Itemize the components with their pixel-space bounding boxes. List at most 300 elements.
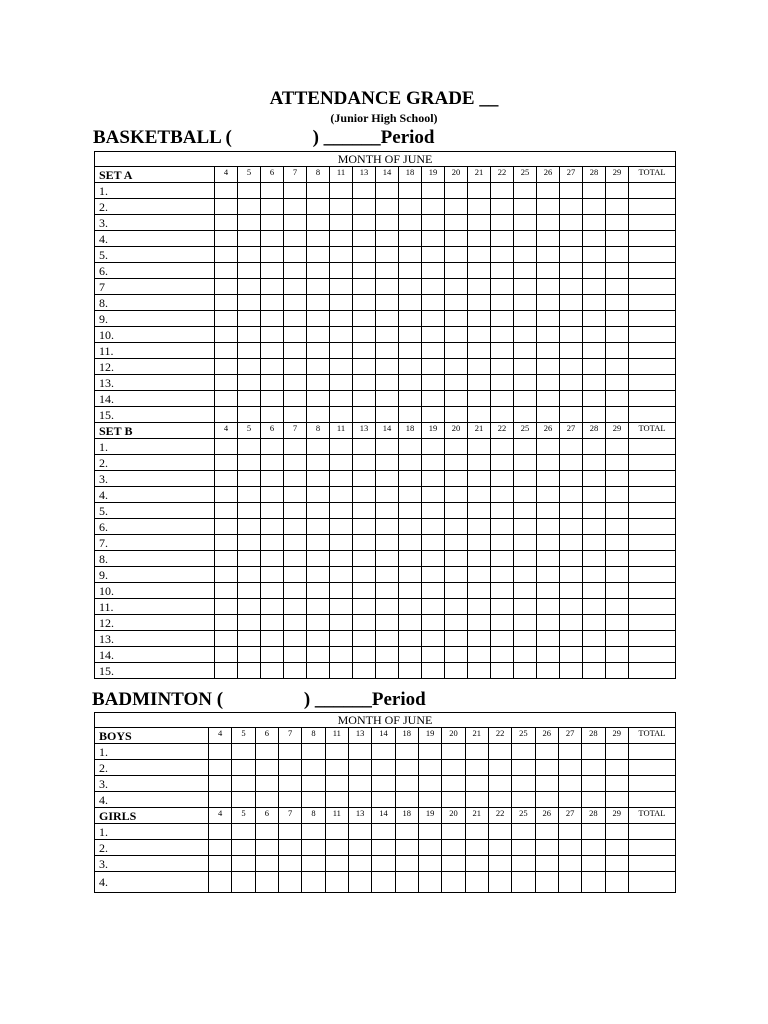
attendance-cell[interactable] bbox=[491, 615, 514, 631]
attendance-cell[interactable] bbox=[325, 840, 348, 856]
attendance-cell[interactable] bbox=[330, 263, 353, 279]
attendance-cell[interactable] bbox=[583, 551, 606, 567]
attendance-cell[interactable] bbox=[445, 311, 468, 327]
attendance-cell[interactable] bbox=[395, 856, 418, 872]
attendance-cell[interactable] bbox=[307, 599, 330, 615]
attendance-cell[interactable] bbox=[606, 295, 629, 311]
attendance-cell[interactable] bbox=[583, 311, 606, 327]
attendance-cell[interactable] bbox=[238, 567, 261, 583]
attendance-cell[interactable] bbox=[353, 343, 376, 359]
attendance-cell[interactable] bbox=[215, 263, 238, 279]
attendance-cell[interactable] bbox=[284, 647, 307, 663]
attendance-cell[interactable] bbox=[302, 872, 325, 893]
attendance-cell[interactable] bbox=[238, 263, 261, 279]
attendance-cell[interactable] bbox=[558, 872, 581, 893]
attendance-cell[interactable] bbox=[465, 760, 488, 776]
attendance-cell[interactable] bbox=[491, 471, 514, 487]
attendance-cell[interactable] bbox=[261, 295, 284, 311]
attendance-cell[interactable] bbox=[605, 776, 628, 792]
attendance-cell[interactable] bbox=[583, 439, 606, 455]
attendance-cell[interactable] bbox=[445, 599, 468, 615]
attendance-cell[interactable] bbox=[445, 295, 468, 311]
attendance-cell[interactable] bbox=[491, 263, 514, 279]
attendance-cell[interactable] bbox=[284, 583, 307, 599]
attendance-cell[interactable] bbox=[582, 744, 605, 760]
attendance-cell[interactable] bbox=[560, 599, 583, 615]
attendance-cell[interactable] bbox=[330, 439, 353, 455]
attendance-cell[interactable] bbox=[376, 487, 399, 503]
attendance-cell[interactable] bbox=[376, 535, 399, 551]
attendance-cell[interactable] bbox=[488, 872, 511, 893]
attendance-cell[interactable] bbox=[535, 856, 558, 872]
attendance-cell[interactable] bbox=[445, 199, 468, 215]
attendance-cell[interactable] bbox=[215, 279, 238, 295]
attendance-cell[interactable] bbox=[537, 583, 560, 599]
attendance-cell[interactable] bbox=[278, 792, 301, 808]
attendance-cell[interactable] bbox=[488, 840, 511, 856]
attendance-cell[interactable] bbox=[605, 856, 628, 872]
attendance-cell[interactable] bbox=[445, 263, 468, 279]
attendance-cell[interactable] bbox=[583, 407, 606, 423]
attendance-cell[interactable] bbox=[537, 535, 560, 551]
attendance-cell[interactable] bbox=[215, 471, 238, 487]
attendance-cell[interactable] bbox=[238, 247, 261, 263]
attendance-cell[interactable] bbox=[445, 567, 468, 583]
attendance-cell[interactable] bbox=[445, 343, 468, 359]
attendance-cell[interactable] bbox=[278, 840, 301, 856]
attendance-cell[interactable] bbox=[560, 407, 583, 423]
attendance-cell[interactable] bbox=[238, 359, 261, 375]
attendance-cell[interactable] bbox=[606, 327, 629, 343]
attendance-cell[interactable] bbox=[583, 615, 606, 631]
attendance-cell[interactable] bbox=[307, 231, 330, 247]
attendance-cell[interactable] bbox=[372, 760, 395, 776]
attendance-cell[interactable] bbox=[442, 872, 465, 893]
attendance-cell[interactable] bbox=[348, 856, 371, 872]
attendance-cell[interactable] bbox=[261, 231, 284, 247]
attendance-cell[interactable] bbox=[514, 375, 537, 391]
attendance-cell[interactable] bbox=[583, 375, 606, 391]
attendance-cell[interactable] bbox=[238, 391, 261, 407]
attendance-cell[interactable] bbox=[278, 824, 301, 840]
attendance-cell[interactable] bbox=[399, 631, 422, 647]
attendance-cell[interactable] bbox=[537, 455, 560, 471]
attendance-cell[interactable] bbox=[422, 551, 445, 567]
attendance-cell[interactable] bbox=[215, 503, 238, 519]
attendance-cell[interactable] bbox=[395, 792, 418, 808]
attendance-cell[interactable] bbox=[468, 599, 491, 615]
attendance-cell[interactable] bbox=[215, 199, 238, 215]
attendance-cell[interactable] bbox=[261, 663, 284, 679]
attendance-cell[interactable] bbox=[468, 647, 491, 663]
attendance-cell[interactable] bbox=[215, 183, 238, 199]
attendance-cell[interactable] bbox=[209, 776, 232, 792]
attendance-cell[interactable] bbox=[330, 247, 353, 263]
attendance-cell[interactable] bbox=[238, 535, 261, 551]
attendance-cell[interactable] bbox=[353, 439, 376, 455]
attendance-cell[interactable] bbox=[491, 535, 514, 551]
attendance-cell[interactable] bbox=[353, 647, 376, 663]
total-cell[interactable] bbox=[629, 503, 676, 519]
attendance-cell[interactable] bbox=[215, 439, 238, 455]
attendance-cell[interactable] bbox=[422, 647, 445, 663]
attendance-cell[interactable] bbox=[582, 776, 605, 792]
attendance-cell[interactable] bbox=[353, 535, 376, 551]
total-cell[interactable] bbox=[629, 247, 676, 263]
attendance-cell[interactable] bbox=[261, 391, 284, 407]
total-cell[interactable] bbox=[629, 599, 676, 615]
attendance-cell[interactable] bbox=[537, 183, 560, 199]
attendance-cell[interactable] bbox=[422, 407, 445, 423]
attendance-cell[interactable] bbox=[307, 535, 330, 551]
attendance-cell[interactable] bbox=[284, 295, 307, 311]
attendance-cell[interactable] bbox=[491, 647, 514, 663]
attendance-cell[interactable] bbox=[606, 215, 629, 231]
attendance-cell[interactable] bbox=[468, 455, 491, 471]
attendance-cell[interactable] bbox=[215, 407, 238, 423]
attendance-cell[interactable] bbox=[261, 551, 284, 567]
attendance-cell[interactable] bbox=[537, 599, 560, 615]
attendance-cell[interactable] bbox=[537, 199, 560, 215]
total-cell[interactable] bbox=[629, 263, 676, 279]
attendance-cell[interactable] bbox=[514, 231, 537, 247]
attendance-cell[interactable] bbox=[537, 375, 560, 391]
attendance-cell[interactable] bbox=[445, 407, 468, 423]
attendance-cell[interactable] bbox=[330, 295, 353, 311]
attendance-cell[interactable] bbox=[284, 503, 307, 519]
attendance-cell[interactable] bbox=[558, 792, 581, 808]
attendance-cell[interactable] bbox=[376, 599, 399, 615]
attendance-cell[interactable] bbox=[376, 503, 399, 519]
attendance-cell[interactable] bbox=[232, 872, 255, 893]
attendance-cell[interactable] bbox=[399, 327, 422, 343]
attendance-cell[interactable] bbox=[330, 599, 353, 615]
attendance-cell[interactable] bbox=[302, 776, 325, 792]
attendance-cell[interactable] bbox=[399, 407, 422, 423]
attendance-cell[interactable] bbox=[418, 824, 441, 840]
attendance-cell[interactable] bbox=[330, 535, 353, 551]
total-cell[interactable] bbox=[629, 407, 676, 423]
attendance-cell[interactable] bbox=[255, 856, 278, 872]
attendance-cell[interactable] bbox=[422, 215, 445, 231]
attendance-cell[interactable] bbox=[238, 439, 261, 455]
total-cell[interactable] bbox=[629, 183, 676, 199]
attendance-cell[interactable] bbox=[238, 615, 261, 631]
attendance-cell[interactable] bbox=[302, 856, 325, 872]
attendance-cell[interactable] bbox=[353, 391, 376, 407]
attendance-cell[interactable] bbox=[445, 359, 468, 375]
attendance-cell[interactable] bbox=[215, 391, 238, 407]
attendance-cell[interactable] bbox=[445, 471, 468, 487]
attendance-cell[interactable] bbox=[422, 631, 445, 647]
attendance-cell[interactable] bbox=[514, 631, 537, 647]
attendance-cell[interactable] bbox=[232, 776, 255, 792]
attendance-cell[interactable] bbox=[330, 519, 353, 535]
attendance-cell[interactable] bbox=[560, 647, 583, 663]
attendance-cell[interactable] bbox=[376, 375, 399, 391]
attendance-cell[interactable] bbox=[468, 183, 491, 199]
attendance-cell[interactable] bbox=[261, 535, 284, 551]
attendance-cell[interactable] bbox=[376, 263, 399, 279]
attendance-cell[interactable] bbox=[560, 439, 583, 455]
attendance-cell[interactable] bbox=[215, 615, 238, 631]
attendance-cell[interactable] bbox=[583, 231, 606, 247]
attendance-cell[interactable] bbox=[560, 215, 583, 231]
total-cell[interactable] bbox=[628, 776, 675, 792]
attendance-cell[interactable] bbox=[238, 551, 261, 567]
attendance-cell[interactable] bbox=[583, 455, 606, 471]
attendance-cell[interactable] bbox=[353, 311, 376, 327]
attendance-cell[interactable] bbox=[468, 311, 491, 327]
attendance-cell[interactable] bbox=[399, 487, 422, 503]
attendance-cell[interactable] bbox=[468, 295, 491, 311]
attendance-cell[interactable] bbox=[468, 375, 491, 391]
attendance-cell[interactable] bbox=[353, 567, 376, 583]
attendance-cell[interactable] bbox=[512, 856, 535, 872]
attendance-cell[interactable] bbox=[491, 311, 514, 327]
attendance-cell[interactable] bbox=[215, 343, 238, 359]
attendance-cell[interactable] bbox=[330, 391, 353, 407]
attendance-cell[interactable] bbox=[606, 359, 629, 375]
total-cell[interactable] bbox=[629, 519, 676, 535]
attendance-cell[interactable] bbox=[238, 295, 261, 311]
attendance-cell[interactable] bbox=[261, 407, 284, 423]
attendance-cell[interactable] bbox=[442, 824, 465, 840]
attendance-cell[interactable] bbox=[606, 455, 629, 471]
attendance-cell[interactable] bbox=[422, 359, 445, 375]
attendance-cell[interactable] bbox=[348, 776, 371, 792]
attendance-cell[interactable] bbox=[491, 439, 514, 455]
attendance-cell[interactable] bbox=[468, 583, 491, 599]
attendance-cell[interactable] bbox=[232, 792, 255, 808]
attendance-cell[interactable] bbox=[583, 263, 606, 279]
attendance-cell[interactable] bbox=[560, 471, 583, 487]
attendance-cell[interactable] bbox=[465, 840, 488, 856]
attendance-cell[interactable] bbox=[422, 471, 445, 487]
attendance-cell[interactable] bbox=[325, 824, 348, 840]
attendance-cell[interactable] bbox=[418, 744, 441, 760]
attendance-cell[interactable] bbox=[606, 375, 629, 391]
attendance-cell[interactable] bbox=[422, 327, 445, 343]
attendance-cell[interactable] bbox=[445, 375, 468, 391]
attendance-cell[interactable] bbox=[491, 279, 514, 295]
attendance-cell[interactable] bbox=[325, 792, 348, 808]
attendance-cell[interactable] bbox=[560, 503, 583, 519]
attendance-cell[interactable] bbox=[372, 744, 395, 760]
attendance-cell[interactable] bbox=[465, 744, 488, 760]
attendance-cell[interactable] bbox=[353, 375, 376, 391]
attendance-cell[interactable] bbox=[284, 215, 307, 231]
attendance-cell[interactable] bbox=[255, 744, 278, 760]
attendance-cell[interactable] bbox=[302, 840, 325, 856]
attendance-cell[interactable] bbox=[261, 519, 284, 535]
attendance-cell[interactable] bbox=[606, 647, 629, 663]
attendance-cell[interactable] bbox=[445, 439, 468, 455]
attendance-cell[interactable] bbox=[445, 487, 468, 503]
attendance-cell[interactable] bbox=[560, 231, 583, 247]
attendance-cell[interactable] bbox=[560, 535, 583, 551]
attendance-cell[interactable] bbox=[606, 199, 629, 215]
total-cell[interactable] bbox=[629, 455, 676, 471]
attendance-cell[interactable] bbox=[399, 343, 422, 359]
attendance-cell[interactable] bbox=[491, 375, 514, 391]
attendance-cell[interactable] bbox=[232, 760, 255, 776]
attendance-cell[interactable] bbox=[583, 295, 606, 311]
attendance-cell[interactable] bbox=[560, 663, 583, 679]
attendance-cell[interactable] bbox=[399, 231, 422, 247]
attendance-cell[interactable] bbox=[376, 455, 399, 471]
attendance-cell[interactable] bbox=[376, 215, 399, 231]
attendance-cell[interactable] bbox=[422, 439, 445, 455]
attendance-cell[interactable] bbox=[399, 455, 422, 471]
total-cell[interactable] bbox=[629, 279, 676, 295]
attendance-cell[interactable] bbox=[465, 856, 488, 872]
attendance-cell[interactable] bbox=[284, 551, 307, 567]
attendance-cell[interactable] bbox=[348, 824, 371, 840]
attendance-cell[interactable] bbox=[560, 391, 583, 407]
attendance-cell[interactable] bbox=[537, 439, 560, 455]
attendance-cell[interactable] bbox=[560, 551, 583, 567]
attendance-cell[interactable] bbox=[418, 776, 441, 792]
attendance-cell[interactable] bbox=[330, 279, 353, 295]
attendance-cell[interactable] bbox=[238, 199, 261, 215]
attendance-cell[interactable] bbox=[491, 391, 514, 407]
attendance-cell[interactable] bbox=[399, 599, 422, 615]
attendance-cell[interactable] bbox=[255, 840, 278, 856]
attendance-cell[interactable] bbox=[491, 327, 514, 343]
attendance-cell[interactable] bbox=[376, 631, 399, 647]
attendance-cell[interactable] bbox=[209, 760, 232, 776]
attendance-cell[interactable] bbox=[422, 391, 445, 407]
attendance-cell[interactable] bbox=[445, 327, 468, 343]
attendance-cell[interactable] bbox=[422, 535, 445, 551]
attendance-cell[interactable] bbox=[583, 279, 606, 295]
attendance-cell[interactable] bbox=[353, 631, 376, 647]
attendance-cell[interactable] bbox=[422, 599, 445, 615]
attendance-cell[interactable] bbox=[583, 503, 606, 519]
attendance-cell[interactable] bbox=[376, 279, 399, 295]
attendance-cell[interactable] bbox=[583, 647, 606, 663]
attendance-cell[interactable] bbox=[514, 263, 537, 279]
attendance-cell[interactable] bbox=[261, 487, 284, 503]
attendance-cell[interactable] bbox=[353, 455, 376, 471]
attendance-cell[interactable] bbox=[330, 343, 353, 359]
attendance-cell[interactable] bbox=[514, 279, 537, 295]
attendance-cell[interactable] bbox=[255, 824, 278, 840]
attendance-cell[interactable] bbox=[307, 407, 330, 423]
attendance-cell[interactable] bbox=[209, 872, 232, 893]
attendance-cell[interactable] bbox=[606, 407, 629, 423]
attendance-cell[interactable] bbox=[284, 407, 307, 423]
attendance-cell[interactable] bbox=[535, 840, 558, 856]
attendance-cell[interactable] bbox=[284, 375, 307, 391]
attendance-cell[interactable] bbox=[307, 183, 330, 199]
attendance-cell[interactable] bbox=[376, 247, 399, 263]
attendance-cell[interactable] bbox=[372, 776, 395, 792]
attendance-cell[interactable] bbox=[399, 215, 422, 231]
attendance-cell[interactable] bbox=[302, 824, 325, 840]
attendance-cell[interactable] bbox=[261, 247, 284, 263]
attendance-cell[interactable] bbox=[238, 663, 261, 679]
attendance-cell[interactable] bbox=[583, 247, 606, 263]
attendance-cell[interactable] bbox=[330, 375, 353, 391]
attendance-cell[interactable] bbox=[284, 327, 307, 343]
attendance-cell[interactable] bbox=[330, 327, 353, 343]
attendance-cell[interactable] bbox=[422, 183, 445, 199]
attendance-cell[interactable] bbox=[261, 455, 284, 471]
attendance-cell[interactable] bbox=[422, 295, 445, 311]
attendance-cell[interactable] bbox=[284, 519, 307, 535]
attendance-cell[interactable] bbox=[261, 215, 284, 231]
attendance-cell[interactable] bbox=[284, 199, 307, 215]
attendance-cell[interactable] bbox=[488, 856, 511, 872]
attendance-cell[interactable] bbox=[514, 407, 537, 423]
attendance-cell[interactable] bbox=[606, 247, 629, 263]
attendance-cell[interactable] bbox=[325, 872, 348, 893]
attendance-cell[interactable] bbox=[445, 247, 468, 263]
attendance-cell[interactable] bbox=[261, 343, 284, 359]
attendance-cell[interactable] bbox=[537, 503, 560, 519]
attendance-cell[interactable] bbox=[307, 583, 330, 599]
attendance-cell[interactable] bbox=[307, 311, 330, 327]
attendance-cell[interactable] bbox=[238, 375, 261, 391]
attendance-cell[interactable] bbox=[302, 792, 325, 808]
attendance-cell[interactable] bbox=[307, 439, 330, 455]
attendance-cell[interactable] bbox=[284, 631, 307, 647]
attendance-cell[interactable] bbox=[353, 279, 376, 295]
attendance-cell[interactable] bbox=[583, 391, 606, 407]
attendance-cell[interactable] bbox=[376, 199, 399, 215]
attendance-cell[interactable] bbox=[325, 856, 348, 872]
attendance-cell[interactable] bbox=[537, 631, 560, 647]
attendance-cell[interactable] bbox=[606, 583, 629, 599]
attendance-cell[interactable] bbox=[418, 792, 441, 808]
attendance-cell[interactable] bbox=[560, 583, 583, 599]
attendance-cell[interactable] bbox=[399, 263, 422, 279]
attendance-cell[interactable] bbox=[353, 503, 376, 519]
attendance-cell[interactable] bbox=[261, 263, 284, 279]
attendance-cell[interactable] bbox=[399, 535, 422, 551]
attendance-cell[interactable] bbox=[560, 519, 583, 535]
attendance-cell[interactable] bbox=[537, 487, 560, 503]
attendance-cell[interactable] bbox=[261, 439, 284, 455]
attendance-cell[interactable] bbox=[399, 663, 422, 679]
attendance-cell[interactable] bbox=[535, 872, 558, 893]
total-cell[interactable] bbox=[628, 872, 675, 893]
attendance-cell[interactable] bbox=[465, 872, 488, 893]
attendance-cell[interactable] bbox=[535, 760, 558, 776]
attendance-cell[interactable] bbox=[422, 231, 445, 247]
attendance-cell[interactable] bbox=[468, 215, 491, 231]
attendance-cell[interactable] bbox=[325, 760, 348, 776]
attendance-cell[interactable] bbox=[307, 343, 330, 359]
attendance-cell[interactable] bbox=[537, 215, 560, 231]
total-cell[interactable] bbox=[629, 343, 676, 359]
attendance-cell[interactable] bbox=[514, 343, 537, 359]
attendance-cell[interactable] bbox=[558, 776, 581, 792]
attendance-cell[interactable] bbox=[307, 487, 330, 503]
attendance-cell[interactable] bbox=[583, 567, 606, 583]
attendance-cell[interactable] bbox=[606, 663, 629, 679]
total-cell[interactable] bbox=[629, 647, 676, 663]
attendance-cell[interactable] bbox=[537, 663, 560, 679]
attendance-cell[interactable] bbox=[514, 551, 537, 567]
attendance-cell[interactable] bbox=[491, 567, 514, 583]
attendance-cell[interactable] bbox=[330, 199, 353, 215]
attendance-cell[interactable] bbox=[514, 599, 537, 615]
attendance-cell[interactable] bbox=[238, 503, 261, 519]
attendance-cell[interactable] bbox=[512, 744, 535, 760]
